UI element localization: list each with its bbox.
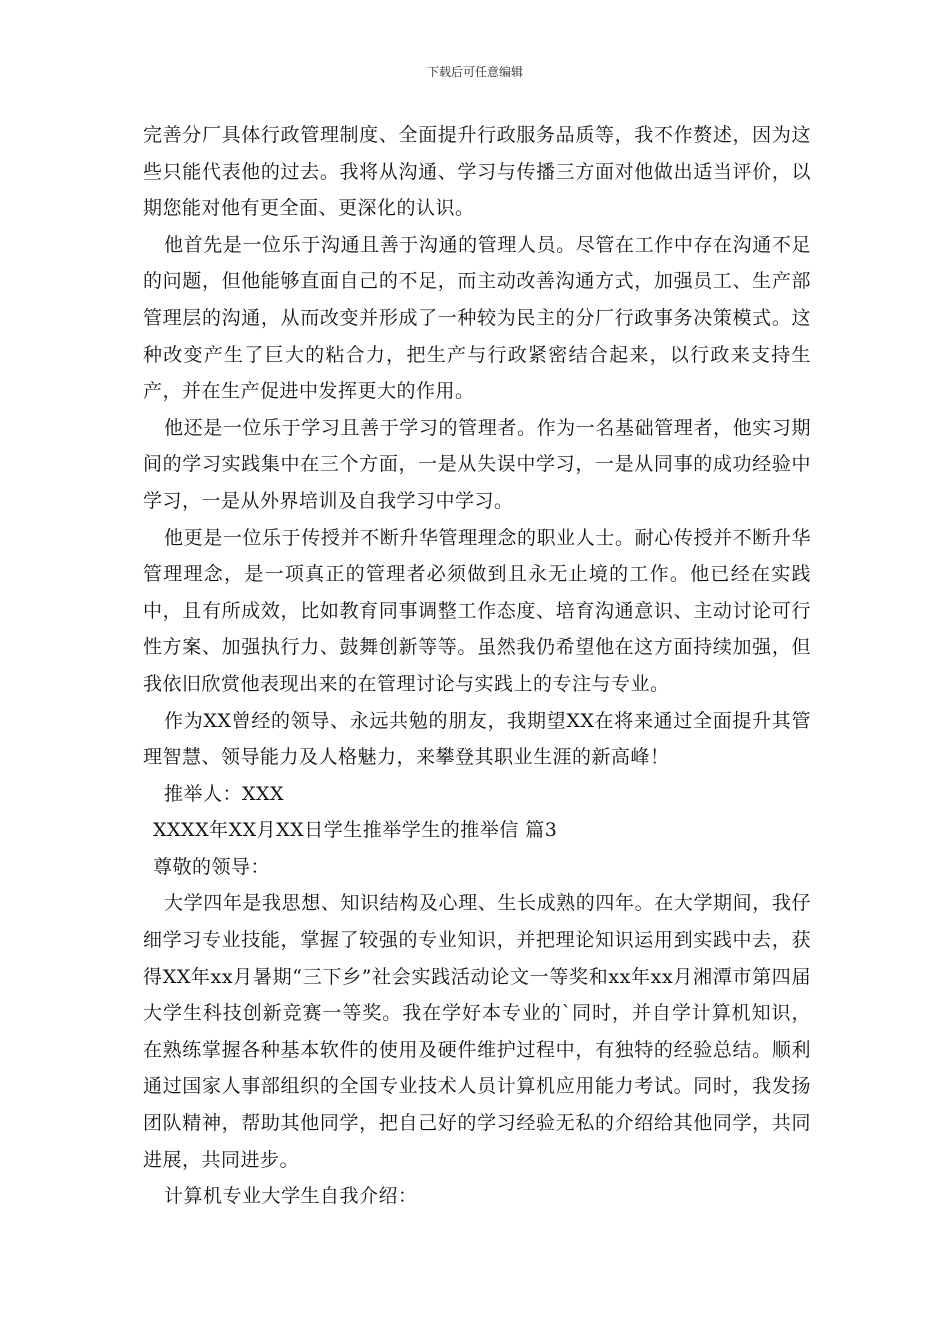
document-body [143, 117, 811, 1215]
paragraph-intro: 完善分厂具体行政管理制度、全面提升行政服务品质等，我不作赘述，因为这些只能代表他的过去。我将从沟通、学习与传播三方面对他做出适当评价，以期您能对他有更全面、更深化的认识。 [143, 124, 811, 220]
letter-title: XXXX年XX月XX日学生推举学生的推举信 篇3 [153, 819, 558, 842]
paragraph-communication: 他首先是一位乐于沟通且善于沟通的管理人员。尽管在工作中存在沟通不足的问题，但他能够直面自己的不足，而主动改善沟通方式，加强员工、生产部管理层的沟通，从而改变并形成了一种较为民主的分厂行政事务决策模式。这种改变产生了巨大的粘合力，把生产与行政紧密结合起来，以行政来支持生产，并在生产促进中发挥更大的作用。 [143, 233, 811, 403]
paragraph-learning: 他还是一位乐于学习且善于学习的管理者。作为一名基础管理者，他实习期间的学习实践集中在三个方面，一是从失误中学习，一是从同事的成功经验中学习，一是从外界培训及自我学习中学习。 [143, 416, 811, 512]
recommender-signature: 推举人：XXX [164, 782, 285, 805]
salutation: 尊敬的领导： [153, 855, 271, 878]
paragraph-closing: 作为XX曾经的领导、永远共勉的朋友，我期望XX在将来通过全面提升其管理智慧、领导能力及人格魅力，来攀登其职业生涯的新高峰！ [143, 709, 811, 769]
page-header: 下载后可任意编辑 [426, 65, 523, 79]
paragraph-university: 大学四年是我思想、知识结构及心理、生长成熟的四年。在大学期间，我仔细学习专业技能，掌握了较强的专业知识，并把理论知识运用到实践中去，获得XX年xx月暑期“三下乡”社会实践活动论文一等奖和xx年xx月湘潭市第四届大学生科技创新竞赛一等奖。我在学好本专业的`同时，并自学计算机知识，在熟练掌握各种基本软件的使用及硬件维护过程中，有独特的经验总结。顺利通过国家人事部组织的全国专业技术人员计算机应用能力考试。同时，我发扬团队精神，帮助其他同学，把自己好的学习经验无私的介绍给其他同学，共同进展，共同进步。 [143, 892, 811, 1171]
section-heading: 计算机专业大学生自我介绍： [164, 1185, 418, 1208]
paragraph-teaching: 他更是一位乐于传授并不断升华管理理念的职业人士。耐心传授并不断升华管理理念，是一项真正的管理者必须做到且永无止境的工作。他已经在实践中，且有所成效，比如教育同事调整工作态度、培育沟通意识、主动讨论可行性方案、加强执行力、鼓舞创新等等。虽然我仍希望他在这方面持续加强，但我依旧欣赏他表现出来的在管理讨论与实践上的专注与专业。 [143, 526, 811, 695]
